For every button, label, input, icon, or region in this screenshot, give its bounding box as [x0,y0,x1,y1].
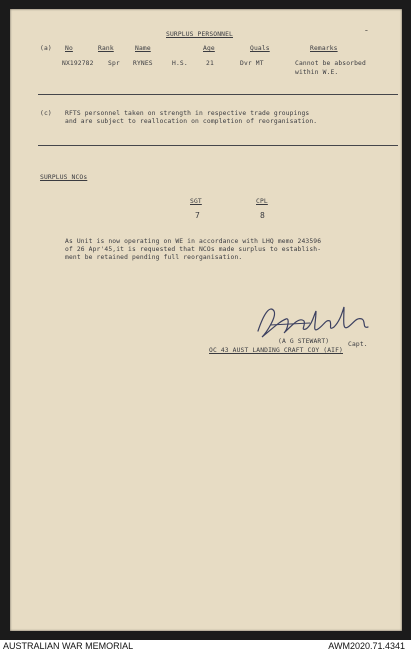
note-line-1: RFTS personnel taken on strength in respective trade groupings [65,110,310,117]
cell-remarks-line2: within W.E. [295,69,339,76]
paragraph-line-2: of 26 Apr'45,it is requested that NCOs made surplus to establish- [65,246,322,253]
signatory-unit: OC 43 AUST LANDING CRAFT COY (AIF) [209,347,343,354]
note-line-2: and are subject to reallocation on completion of reorganisation. [65,118,318,125]
column-header-cpl: CPL [256,198,268,205]
column-header-quals: Quals [250,45,270,52]
paragraph-line-3: ment be retained pending full reorganisation. [65,254,243,261]
divider-line [38,145,398,146]
section-title-surplus-ncos: SURPLUS NCOs [40,174,88,181]
cell-age: 21 [206,60,214,67]
item-marker-a: (a) [40,45,52,52]
cell-remarks-line1: Cannot be absorbed [295,60,366,67]
column-header-rank: Rank [98,45,114,52]
signatory-name: (A G STEWART) [278,338,330,345]
column-header-remarks: Remarks [310,45,338,52]
paragraph-line-1: As Unit is now operating on WE in accordance with LHQ memo 243596 [65,238,322,245]
tick-mark-icon: ˉ [364,29,369,38]
footer-accession-number: AWM2020.71.4341 [328,641,405,651]
cpl-count: 8 [260,211,265,220]
cell-initials: H.S. [172,60,188,67]
signatory-rank: Capt. [348,341,368,348]
cell-rank: Spr [108,60,120,67]
handwritten-signature [250,299,380,343]
column-header-sgt: SGT [190,198,202,205]
column-header-name: Name [135,45,151,52]
divider-line [38,94,398,95]
cell-name: RYNES [133,60,153,67]
column-header-no: No [65,45,73,52]
footer-institution: AUSTRALIAN WAR MEMORIAL [3,641,134,651]
item-marker-c: (c) [40,110,52,117]
sgt-count: 7 [195,211,200,220]
document-page [10,9,402,631]
section-title-surplus-personnel: SURPLUS PERSONNEL [166,31,233,38]
footer-bar [0,640,411,653]
column-header-age: Age [203,45,215,52]
cell-no: NX192782 [62,60,94,67]
cell-quals: Dvr MT [240,60,264,67]
